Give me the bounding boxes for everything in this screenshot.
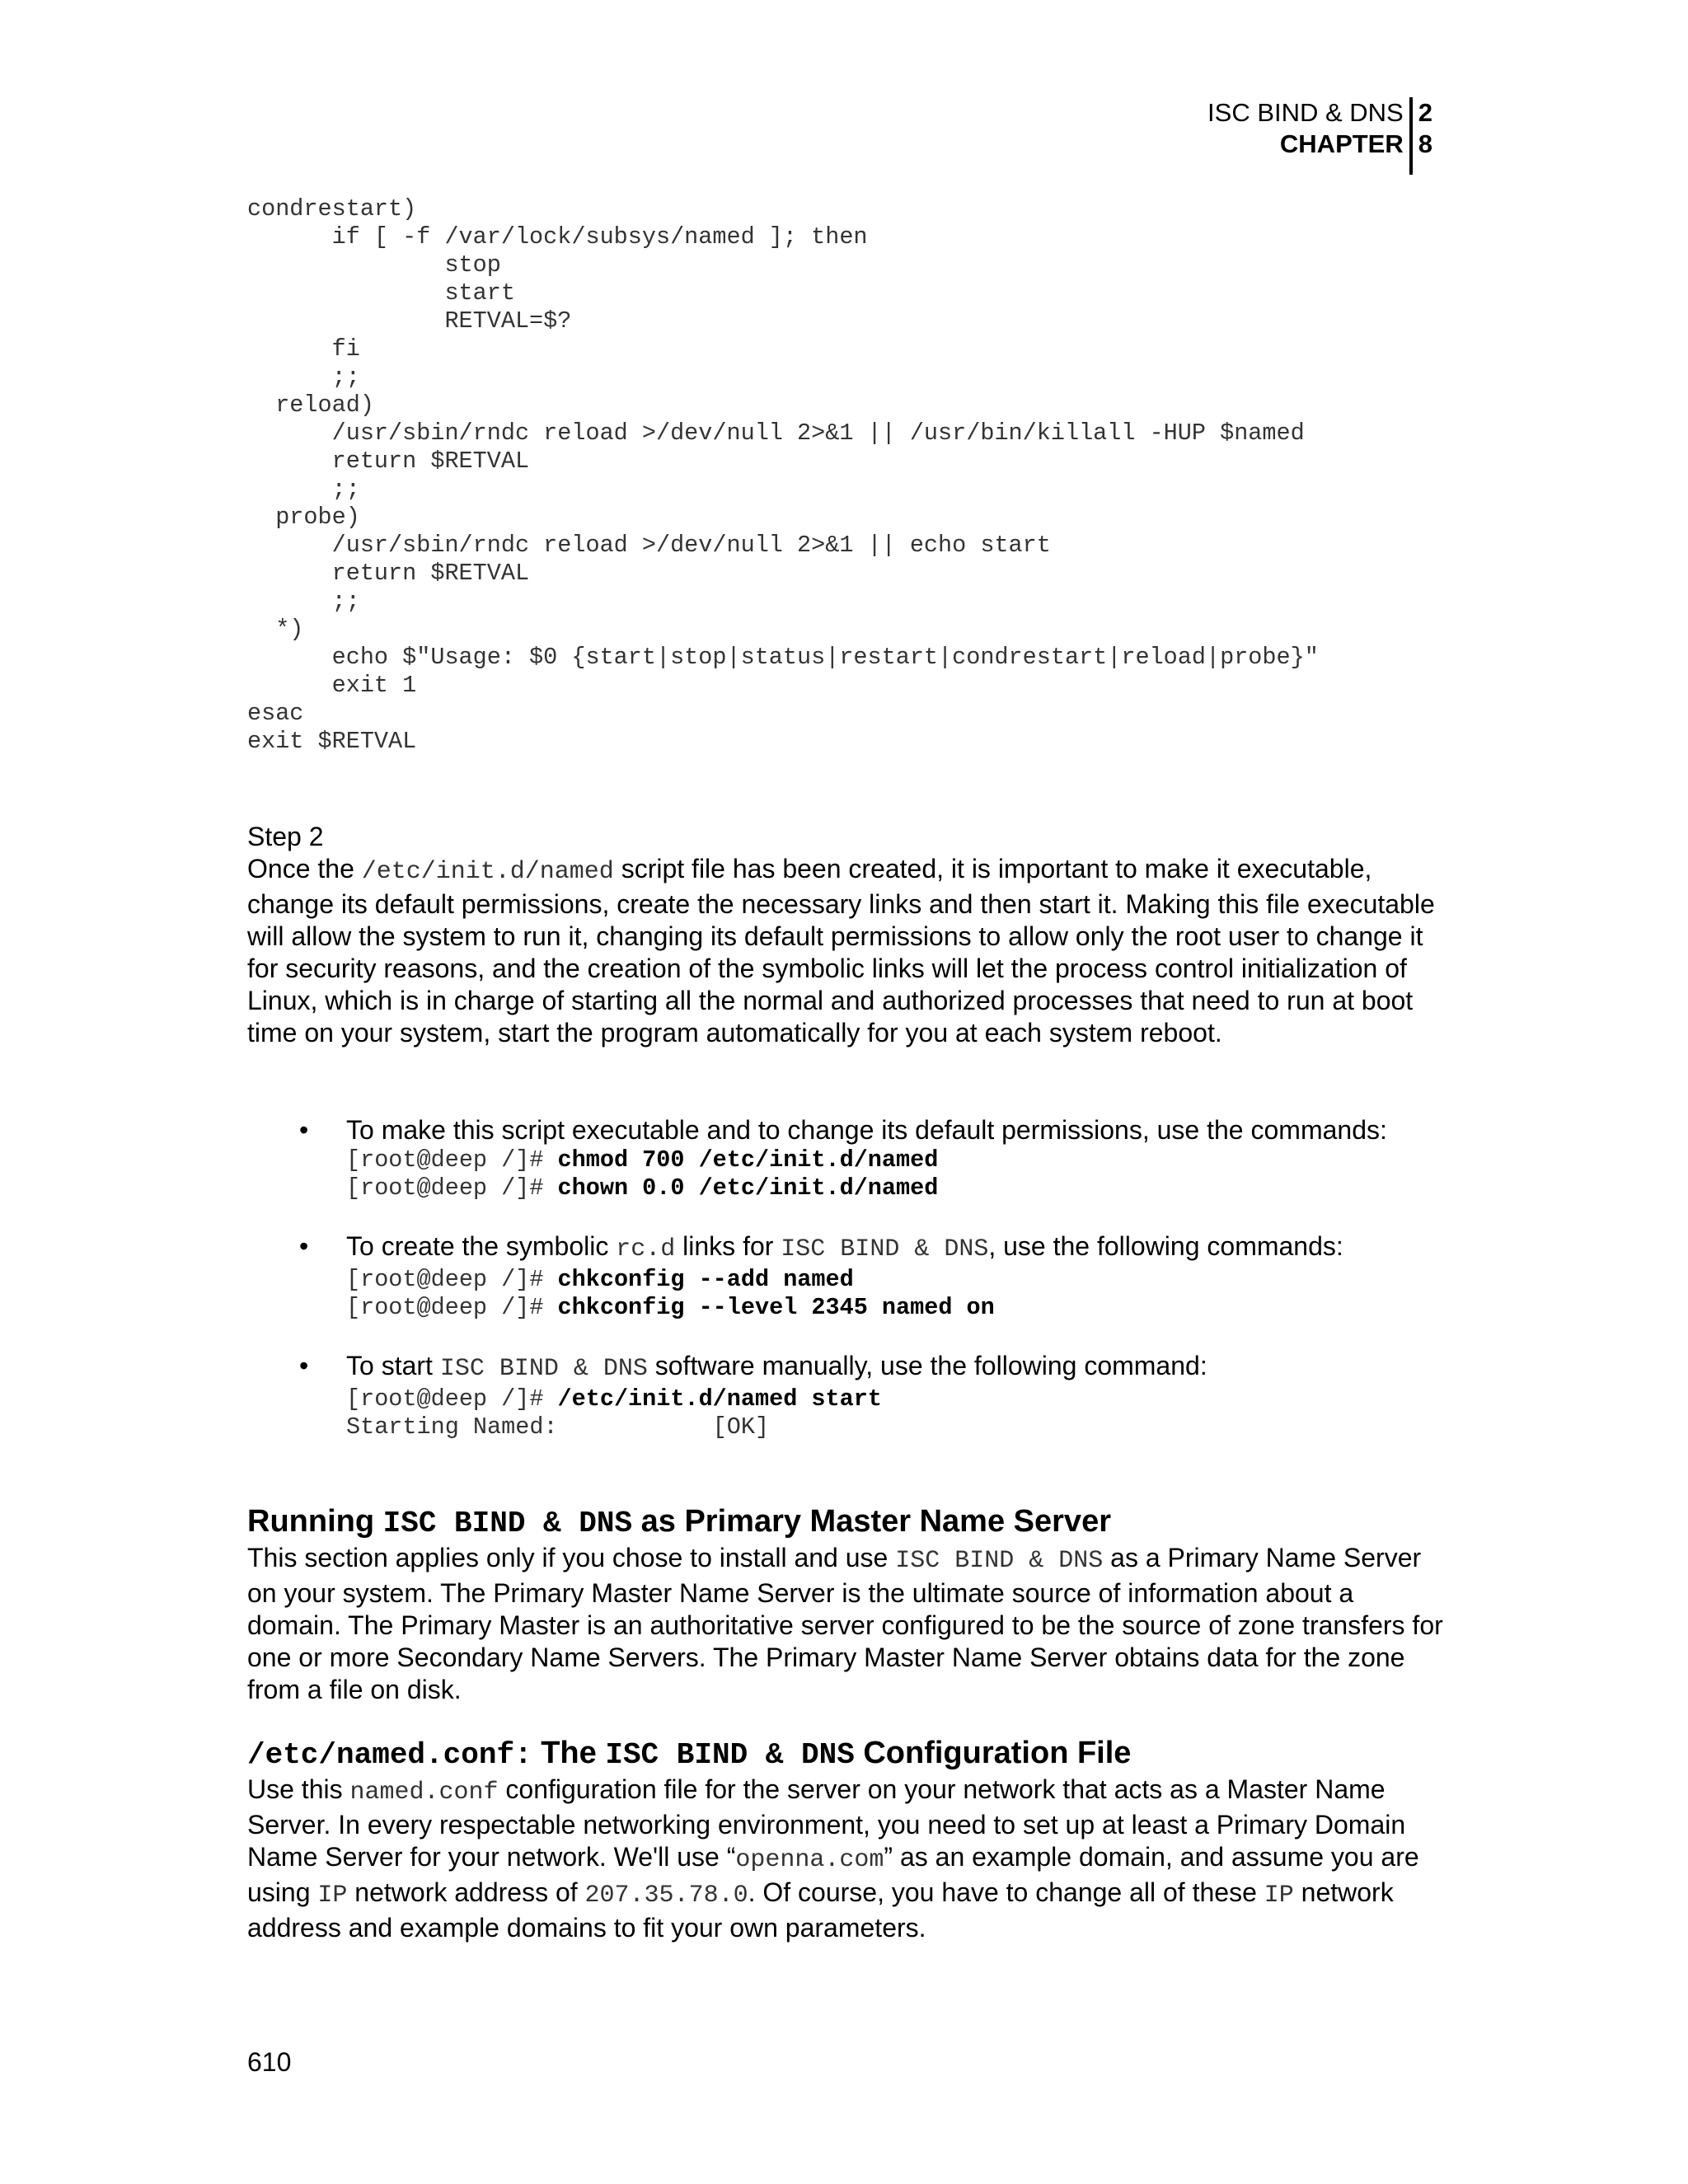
text: Running — [247, 1504, 383, 1539]
text: software manually, use the following command: — [647, 1351, 1207, 1380]
step-title: Step 2 — [247, 822, 324, 851]
section-paragraph — [247, 1774, 1451, 1944]
text: network address of — [347, 1877, 585, 1907]
text: This section applies only if you chose to install and use — [247, 1543, 896, 1572]
inline-code: ISC BIND & DNS — [605, 1738, 855, 1772]
shell-prompt: [root@deep /]# — [346, 1266, 558, 1293]
header-chapter-label: CHAPTER — [1279, 129, 1404, 158]
inline-code: ISC BIND & DNS — [781, 1235, 989, 1263]
chapter-digit-1: 2 — [1418, 98, 1432, 127]
command-line — [346, 1294, 1463, 1322]
chapter-digit-2: 8 — [1418, 129, 1432, 158]
text: configuration file for the server on your network that acts as a Master Name Server. In every respectable networking environment, you need to set up at least a Primary Domain Name Server for your network. We'll use “ — [247, 1774, 1406, 1872]
command: chkconfig --level 2345 named on — [557, 1294, 995, 1321]
text: Configuration File — [854, 1736, 1132, 1770]
bullet-icon: • — [299, 1231, 309, 1261]
text: . Of course, you have to change all of these — [748, 1877, 1264, 1907]
command-line — [346, 1146, 1463, 1174]
command-line — [346, 1174, 1463, 1202]
command-line — [346, 1266, 1463, 1294]
text: To create the symbolic — [346, 1231, 617, 1261]
text: network address and example domains to fit your own parameters. — [247, 1877, 1394, 1943]
text: script file has been created, it is important to make it executable, change its default permissions, create the necessary links and then start it. Making this file executable will allow the system to run it, changing its default permissions to allow only the root user to change it for security reasons, and the creation of the symbolic links will let the process control initialization of Linux, which is in charge of starting all the normal and authorized processes that need to run at boot time on your system, start the program automatically for you at each system reboot. — [247, 854, 1435, 1047]
shell-prompt: [root@deep /]# — [346, 1174, 558, 1202]
inline-code: ISC BIND & DNS — [439, 1355, 648, 1383]
list-item — [293, 1350, 1463, 1441]
inline-code: rc.d — [616, 1235, 676, 1263]
page-number: 610 — [247, 2047, 292, 2077]
command: chown 0.0 /etc/init.d/named — [557, 1174, 939, 1202]
inline-code: IP — [1264, 1882, 1294, 1910]
shell-prompt: [root@deep /]# — [346, 1146, 558, 1174]
running-header — [1207, 97, 1432, 175]
text: To start — [346, 1351, 440, 1380]
inline-code: IP — [317, 1882, 348, 1910]
command: chmod 700 /etc/init.d/named — [557, 1146, 939, 1174]
inline-code: /etc/init.d/named — [361, 858, 614, 886]
text: Once the — [247, 854, 362, 883]
step-paragraph — [247, 853, 1451, 1049]
header-titles — [1207, 97, 1409, 175]
bullet-icon: • — [299, 1115, 309, 1145]
text: ” as an example domain, and assume you are using — [247, 1842, 1419, 1907]
header-chapter-number — [1413, 97, 1432, 175]
inline-code: ISC BIND & DNS — [382, 1507, 633, 1540]
bullet-list — [293, 1114, 1463, 1469]
inline-code: named.conf — [349, 1779, 499, 1807]
header-title: ISC BIND & DNS — [1207, 98, 1404, 127]
section-paragraph — [247, 1542, 1451, 1706]
section-heading-primary-master — [247, 1502, 1111, 1543]
command: chkconfig --add named — [557, 1266, 854, 1293]
section-heading-named-conf — [247, 1734, 1131, 1774]
shell-prompt: [root@deep /]# — [346, 1385, 558, 1413]
inline-code: 207.35.78.0 — [584, 1882, 748, 1910]
list-item — [293, 1230, 1463, 1322]
list-item — [293, 1114, 1463, 1202]
bullet-text: To make this script executable and to change its default permissions, use the commands: — [346, 1115, 1387, 1145]
bullet-text — [346, 1230, 1463, 1266]
command-output: Starting Named: [OK] — [346, 1413, 770, 1441]
bullet-text — [346, 1350, 1463, 1385]
shell-prompt: [root@deep /]# — [346, 1294, 558, 1321]
inline-code: /etc/named.conf: — [247, 1738, 532, 1772]
text: as a Primary Name Server on your system. The Primary Master Name Server is the ultimate source of information about a domain. The Primary Master is an authoritative server configured to be the source of zone transfers for one or more Secondary Name Servers. The Primary Master Name Server obtains data for the zone from a file on disk. — [247, 1543, 1443, 1704]
text: links for — [675, 1231, 781, 1261]
script-code-block: condrestart) if [ -f /var/lock/subsys/named ]; then stop start RETVAL=$? fi ;; reload) /usr/sbin/rndc reload >/dev/null 2>&1 || /usr/bin/killall -HUP $named return $RETVAL ;; probe) /usr/sbin/rndc reload >/dev/null 2>&1 || echo start return $RETVAL ;; *) echo $"Usage: $0 {start|stop|status|restart|condrestart|reload|probe}" exit 1 esac exit $RETVAL — [247, 195, 1319, 755]
text: Use this — [247, 1774, 350, 1804]
bullet-icon: • — [299, 1351, 309, 1380]
inline-code: openna.com — [735, 1846, 884, 1874]
text: , use the following commands: — [988, 1231, 1343, 1261]
command: /etc/init.d/named start — [557, 1385, 882, 1413]
text: as Primary Master Name Server — [632, 1504, 1111, 1539]
inline-code: ISC BIND & DNS — [895, 1547, 1104, 1575]
command-line — [346, 1385, 1463, 1413]
text: The — [532, 1736, 606, 1770]
